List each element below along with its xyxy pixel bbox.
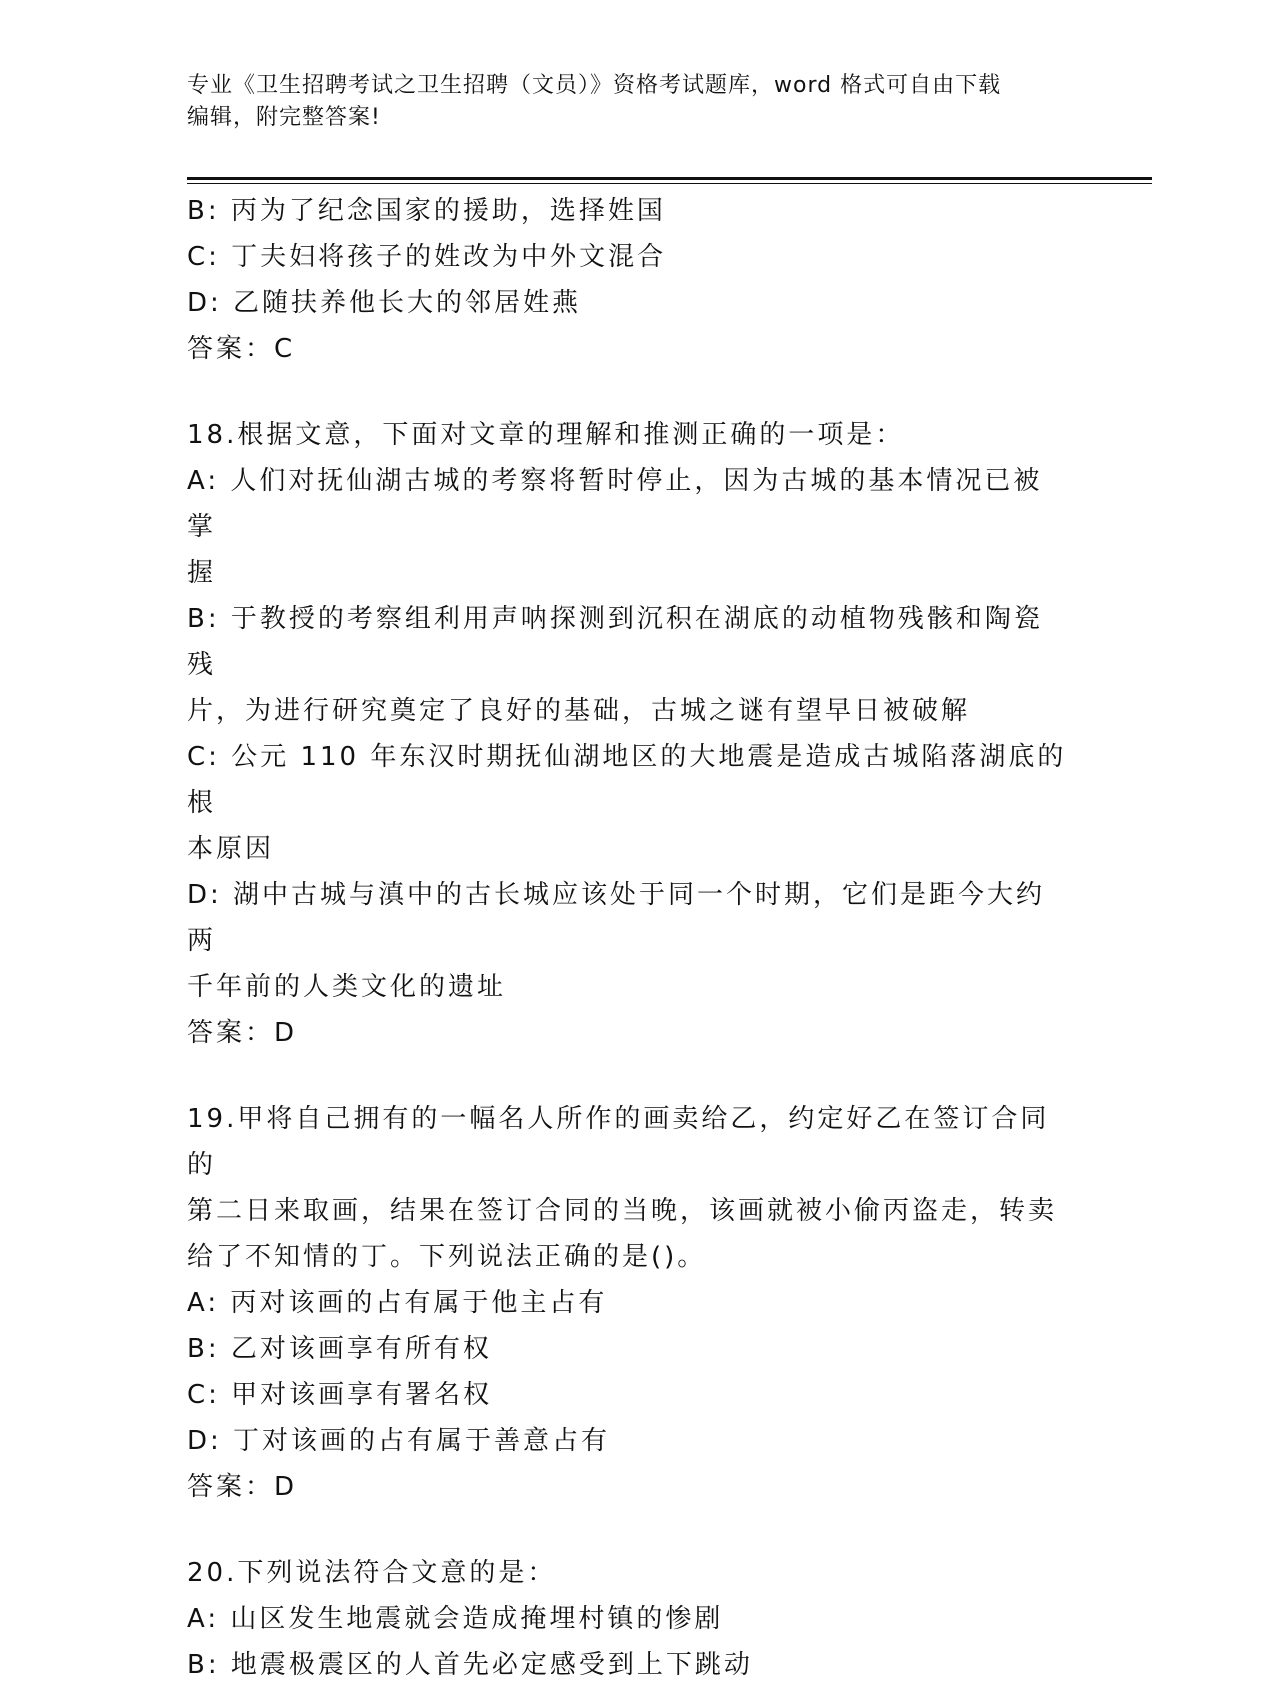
spacer	[187, 372, 1067, 412]
option-b: B: 乙对该画享有所有权	[187, 1334, 492, 1364]
option-b: B: 于教授的考察组利用声呐探测到沉积在湖底的动植物残骸和陶瓷残 片，为进行研究奠定了良好的基础，古城之谜有望早日被破解	[187, 604, 1043, 726]
spacer	[187, 1056, 1067, 1096]
option-d: D: 湖中古城与滇中的古长城应该处于同一个时期，它们是距今大约两 千年前的人类文化的遗址	[187, 880, 1046, 1002]
question-block-18	[187, 412, 1067, 1056]
question-content	[187, 188, 1067, 1688]
answer-line: 答案：D	[187, 1018, 298, 1048]
answer-line: 答案：C	[187, 334, 296, 364]
spacer	[187, 1510, 1067, 1550]
option-a: A: 人们对抚仙湖古城的考察将暂时停止，因为古城的基本情况已被掌 握	[187, 466, 1043, 588]
option-a: A: 丙对该画的占有属于他主占有	[187, 1288, 608, 1318]
question-stem: 18.根据文意，下面对文章的理解和推测正确的一项是：	[187, 420, 905, 450]
question-stem: 20.下列说法符合文意的是：	[187, 1558, 557, 1588]
option-c: C: 甲对该画享有署名权	[187, 1380, 493, 1410]
option-c: C: 丁夫妇将孩子的姓改为中外文混合	[187, 242, 667, 272]
option-c: C: 公元 110 年东汉时期抚仙湖地区的大地震是造成古城陷落湖底的根 本原因	[187, 742, 1067, 864]
header-divider-thick	[187, 177, 1152, 180]
page-header: 专业《卫生招聘考试之卫生招聘（文员）》资格考试题库，word 格式可自由下载 编辑，附完整答案!	[187, 73, 1002, 130]
answer-line: 答案：D	[187, 1472, 298, 1502]
header-divider-thin	[187, 183, 1152, 184]
question-block-20	[187, 1550, 1067, 1688]
question-stem: 19.甲将自己拥有的一幅名人所作的画卖给乙，约定好乙在签订合同的 第二日来取画，结果在签订合同的当晚，该画就被小偷丙盗走，转卖 给了不知情的丁。下列说法正确的是()。	[187, 1104, 1058, 1272]
option-d: D: 丁对该画的占有属于善意占有	[187, 1426, 611, 1456]
prev-question-block	[187, 188, 1067, 372]
option-d: D: 乙随扶养他长大的邻居姓燕	[187, 288, 582, 318]
option-b: B: 地震极震区的人首先必定感受到上下跳动	[187, 1650, 753, 1680]
option-a: A: 山区发生地震就会造成掩埋村镇的惨剧	[187, 1604, 724, 1634]
question-block-19	[187, 1096, 1067, 1510]
option-b: B: 丙为了纪念国家的援助，选择姓国	[187, 196, 666, 226]
